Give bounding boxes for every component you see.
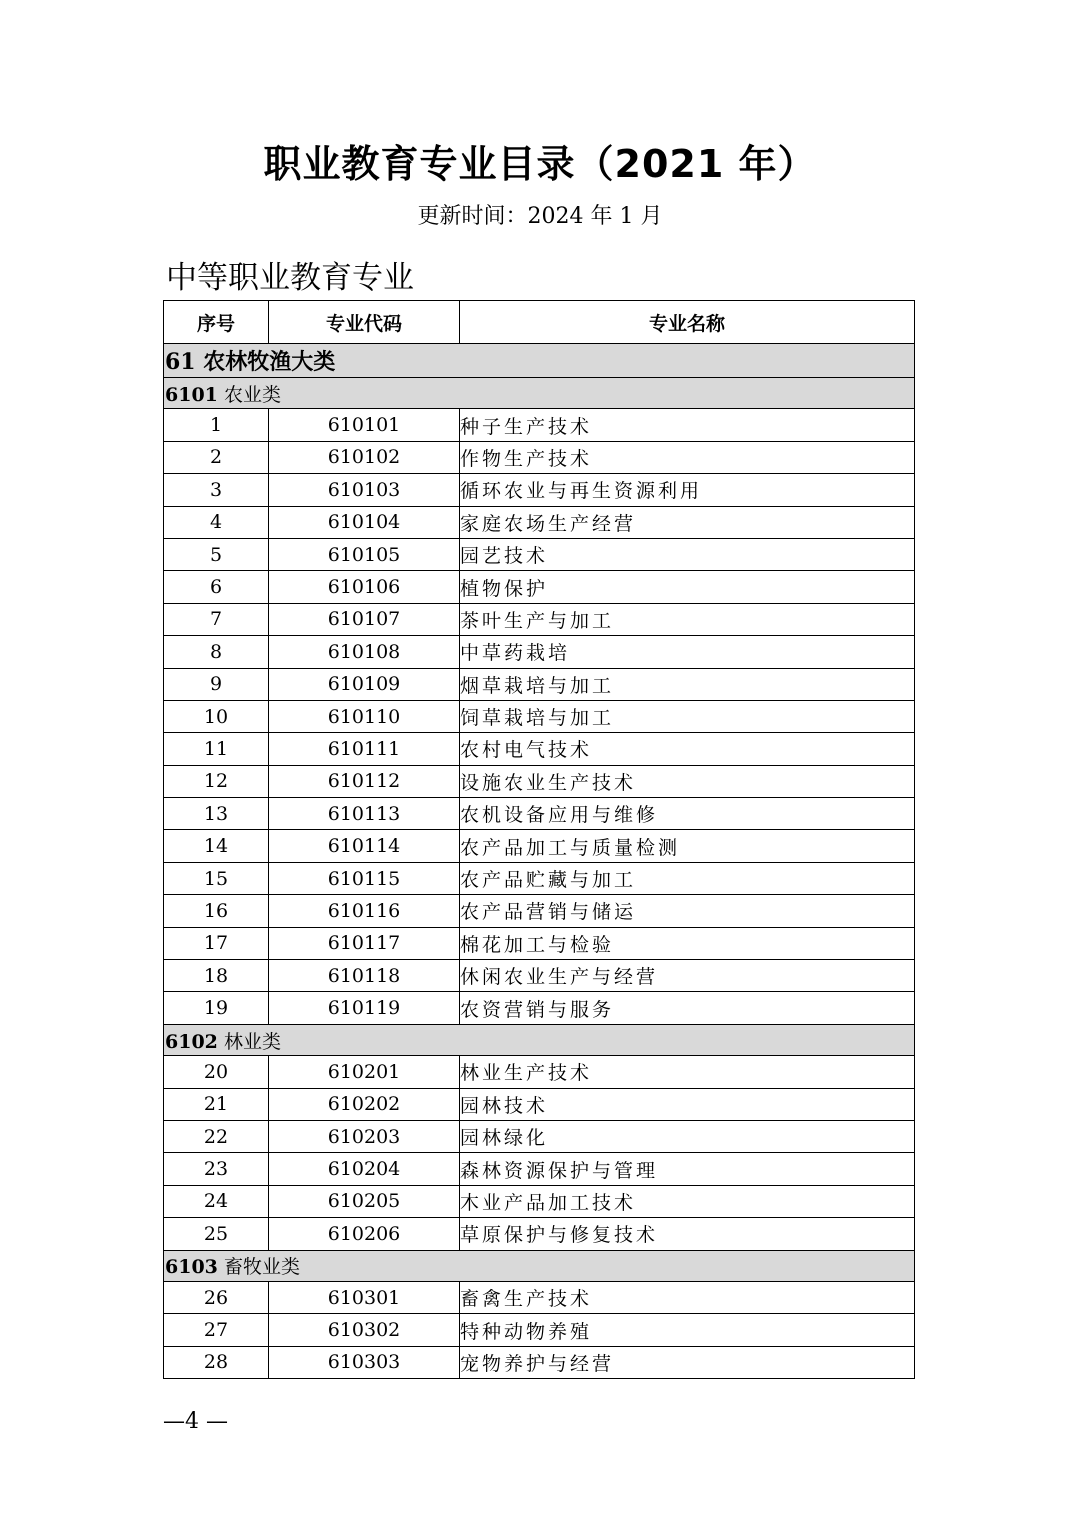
table-row <box>164 862 915 894</box>
major-name: 园艺技术 <box>460 538 915 570</box>
major-code: 610118 <box>269 960 460 992</box>
subcategory-row <box>164 1024 915 1055</box>
major-name: 中草药栽培 <box>460 636 915 668</box>
major-code: 610108 <box>269 636 460 668</box>
major-name: 家庭农场生产经营 <box>460 506 915 538</box>
major-code: 610106 <box>269 571 460 603</box>
major-code: 610115 <box>269 862 460 894</box>
major-code: 610109 <box>269 668 460 700</box>
major-name: 农机设备应用与维修 <box>460 798 915 830</box>
table-row <box>164 1346 915 1378</box>
subcategory-label <box>164 1250 915 1281</box>
subcategory-name: 农业类 <box>223 383 281 406</box>
major-code: 610302 <box>269 1314 460 1346</box>
major-code: 610303 <box>269 1346 460 1378</box>
major-name: 农产品贮藏与加工 <box>460 862 915 894</box>
subcategory-row <box>164 378 915 409</box>
major-name: 烟草栽培与加工 <box>460 668 915 700</box>
row-number: 23 <box>164 1153 269 1185</box>
page-number: —4 — <box>163 1409 228 1434</box>
subcategory-label <box>164 378 915 409</box>
table-row <box>164 506 915 538</box>
major-name: 森林资源保护与管理 <box>460 1153 915 1185</box>
major-name: 农资营销与服务 <box>460 992 915 1024</box>
major-code: 610301 <box>269 1281 460 1313</box>
table-row <box>164 1088 915 1120</box>
row-number: 27 <box>164 1314 269 1346</box>
row-number: 3 <box>164 474 269 506</box>
row-number: 24 <box>164 1185 269 1217</box>
subcategory-name: 畜牧业类 <box>223 1256 300 1279</box>
table-header-row <box>164 301 915 344</box>
major-name: 棉花加工与检验 <box>460 927 915 959</box>
row-number: 13 <box>164 798 269 830</box>
row-number: 17 <box>164 927 269 959</box>
table-row <box>164 409 915 441</box>
row-number: 4 <box>164 506 269 538</box>
table-row <box>164 474 915 506</box>
table-row <box>164 700 915 732</box>
major-category-row <box>164 344 915 378</box>
major-code: 610202 <box>269 1088 460 1120</box>
major-code: 610114 <box>269 830 460 862</box>
major-code: 610203 <box>269 1120 460 1152</box>
major-code: 610111 <box>269 733 460 765</box>
update-date: 更新时间：2024 年 1 月 <box>417 204 663 229</box>
row-number: 14 <box>164 830 269 862</box>
section-title: 中等职业教育专业 <box>166 260 414 296</box>
major-name: 草原保护与修复技术 <box>460 1218 915 1250</box>
table-row <box>164 571 915 603</box>
table-row <box>164 1218 915 1250</box>
table-row <box>164 830 915 862</box>
major-name: 休闲农业生产与经营 <box>460 960 915 992</box>
row-number: 2 <box>164 441 269 473</box>
major-category-label: 61 农林牧渔大类 <box>164 344 915 378</box>
row-number: 15 <box>164 862 269 894</box>
row-number: 12 <box>164 765 269 797</box>
header-name: 专业名称 <box>460 301 915 344</box>
major-name: 园林技术 <box>460 1088 915 1120</box>
row-number: 6 <box>164 571 269 603</box>
subcategory-name: 林业类 <box>223 1030 281 1053</box>
row-number: 5 <box>164 538 269 570</box>
major-name: 农产品加工与质量检测 <box>460 830 915 862</box>
subcategory-code: 6103 <box>165 1256 218 1279</box>
major-name: 农村电气技术 <box>460 733 915 765</box>
major-code: 610112 <box>269 765 460 797</box>
table-row <box>164 895 915 927</box>
subcategory-code: 6102 <box>165 1030 218 1053</box>
row-number: 16 <box>164 895 269 927</box>
row-number: 20 <box>164 1056 269 1088</box>
table-row <box>164 1185 915 1217</box>
major-code: 610105 <box>269 538 460 570</box>
major-code: 610107 <box>269 603 460 635</box>
table-row <box>164 1153 915 1185</box>
document-title: 职业教育专业目录（2021 年） <box>263 142 817 186</box>
row-number: 1 <box>164 409 269 441</box>
table-row <box>164 733 915 765</box>
major-name: 畜禽生产技术 <box>460 1281 915 1313</box>
major-name: 木业产品加工技术 <box>460 1185 915 1217</box>
table-row <box>164 992 915 1024</box>
major-catalog-table <box>163 300 915 1379</box>
table-row <box>164 1314 915 1346</box>
major-name: 林业生产技术 <box>460 1056 915 1088</box>
major-name: 饲草栽培与加工 <box>460 700 915 732</box>
row-number: 25 <box>164 1218 269 1250</box>
subcategory-code: 6101 <box>165 383 218 406</box>
table-row <box>164 603 915 635</box>
major-code: 610113 <box>269 798 460 830</box>
row-number: 9 <box>164 668 269 700</box>
major-code: 610119 <box>269 992 460 1024</box>
header-code: 专业代码 <box>269 301 460 344</box>
major-name: 茶叶生产与加工 <box>460 603 915 635</box>
table-row <box>164 1281 915 1313</box>
row-number: 8 <box>164 636 269 668</box>
major-name: 农产品营销与储运 <box>460 895 915 927</box>
major-code: 610101 <box>269 409 460 441</box>
table-row <box>164 538 915 570</box>
row-number: 21 <box>164 1088 269 1120</box>
major-name: 特种动物养殖 <box>460 1314 915 1346</box>
major-name: 设施农业生产技术 <box>460 765 915 797</box>
major-code: 610104 <box>269 506 460 538</box>
header-no: 序号 <box>164 301 269 344</box>
table-row <box>164 960 915 992</box>
table-row <box>164 927 915 959</box>
row-number: 18 <box>164 960 269 992</box>
major-name: 循环农业与再生资源利用 <box>460 474 915 506</box>
table-row <box>164 1056 915 1088</box>
row-number: 7 <box>164 603 269 635</box>
major-name: 园林绿化 <box>460 1120 915 1152</box>
major-code: 610201 <box>269 1056 460 1088</box>
major-code: 610204 <box>269 1153 460 1185</box>
table-row <box>164 798 915 830</box>
row-number: 19 <box>164 992 269 1024</box>
major-name: 宠物养护与经营 <box>460 1346 915 1378</box>
subcategory-row <box>164 1250 915 1281</box>
row-number: 22 <box>164 1120 269 1152</box>
major-name: 作物生产技术 <box>460 441 915 473</box>
row-number: 28 <box>164 1346 269 1378</box>
row-number: 10 <box>164 700 269 732</box>
major-name: 种子生产技术 <box>460 409 915 441</box>
major-code: 610110 <box>269 700 460 732</box>
row-number: 11 <box>164 733 269 765</box>
major-code: 610103 <box>269 474 460 506</box>
row-number: 26 <box>164 1281 269 1313</box>
major-code: 610206 <box>269 1218 460 1250</box>
table-row <box>164 636 915 668</box>
table-row <box>164 1120 915 1152</box>
subcategory-label <box>164 1024 915 1055</box>
major-code: 610117 <box>269 927 460 959</box>
major-code: 610116 <box>269 895 460 927</box>
major-name: 植物保护 <box>460 571 915 603</box>
table-row <box>164 765 915 797</box>
table-row <box>164 441 915 473</box>
major-code: 610102 <box>269 441 460 473</box>
major-code: 610205 <box>269 1185 460 1217</box>
table-row <box>164 668 915 700</box>
